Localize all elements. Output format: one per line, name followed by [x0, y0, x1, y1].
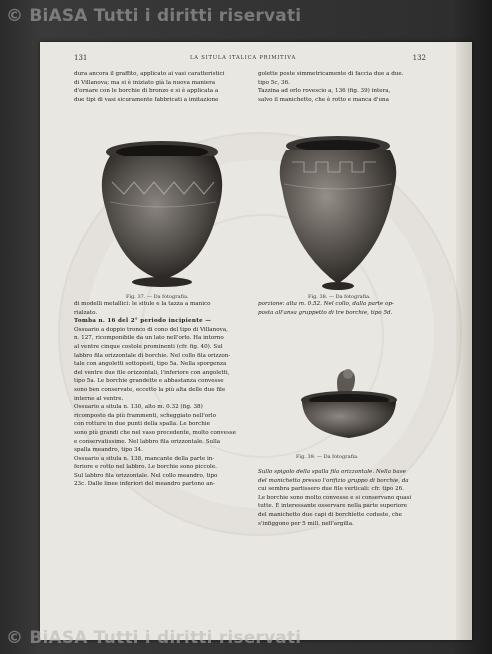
column2-top-text: golette poste simmetricamente di faccia due a due. tipo 5c, 36. Tazzina ad orlo rovescio a, 136 (fig. 39) intera, salvo il manichetto, che è rotto e manca d'una	[258, 71, 404, 103]
watermark-top: © BiASA Tutti i diritti riservati	[6, 6, 302, 26]
column2-bottom-text: Sullo spigolo della spalla fila orizzontale. Nella base del manichetto presso l'orifizio gruppo di borchie, da cui sembra partissero due file verticali: cfr. tipo 26. Le borchie sono molto convesse e si conservano quasi tutte. È interessante osservare nella parte superiore del manichetto due capi di borchiette coduste, che s'infiggono per 5 mill. nell'argilla.	[258, 469, 412, 527]
page-number-left: 131	[74, 54, 88, 62]
watermark-bottom: © BiASA Tutti i diritti riservati	[6, 628, 302, 648]
figure-37-situla-image	[68, 138, 256, 290]
running-head: LA SITULA ITALICA PRIMITIVA	[190, 55, 296, 61]
figure-39-cup-image	[294, 364, 404, 446]
book-page	[40, 42, 472, 640]
page-header	[40, 54, 472, 66]
column1-top-text: dura ancora il graffito, applicato ai vasi caratteristici di Villanova; ma si è iniziato già la nuova maniera d'ornare con le borchie di bronzo e si è applicata a due tipi di vasi sicuramente fabbricati a imitazione	[74, 71, 225, 103]
figure-38-situla-image	[262, 132, 414, 292]
figure-37-caption: Fig. 37. — Da fotografia.	[126, 294, 189, 300]
figure-39-caption: Fig. 39. — Da fotografia.	[296, 454, 359, 460]
column1-bottom-text: di modelli metallici: le situle e la tazza a manico rialzato. Tomba n. 16 del 2° periodo incipiente — Ossuario a doppio tronco di cono del tipo di Villanova, n. 127, ricomponibile da un lato nell'orlo. Ha intorno al ventre cinque costole prominenti (cfr. fig. 40). Sul labbro fila orizzontale di borchie. Nel collo fila orizzon- tale con angoletti sottoposti, tipo 5a. Nella sporgenza del ventre due file orizzontali, l'inferiore con angoletti, tipo 5a. Le borchie grandette e abbastanza convesse sono ben conservate, eccetto la più alta delle due file interne al ventre. Ossuario a situla n. 130, alto m. 0.32 (fig. 38) ricomposto da più frammenti, scheggiato nell'orlo con rotture in due punti della spalla. Le borchie sono più grandi che nel vaso precedente, molto convesse e conservatissime. Nel labbro fila orizzontale. Sulla spalla meandro, tipo 34. Ossuario a situla n. 138, mancante della parte in- feriore e rotto nel labbro. Le borchie sono piccole. Sul labbro fila orizzontale. Nel collo meandro, tipo 23c. Dalle linee inferiori del meandro partono an-	[74, 301, 236, 488]
column2-middle-text: porzione: alta m. 0.52. Nel collo, dalla parte op- posta all'ansa gruppetto di tre borchie, tipo 5d.	[258, 301, 394, 316]
page-number-right: 132	[412, 54, 426, 62]
figure-38-caption: Fig. 38. — Da fotografia.	[308, 294, 371, 300]
